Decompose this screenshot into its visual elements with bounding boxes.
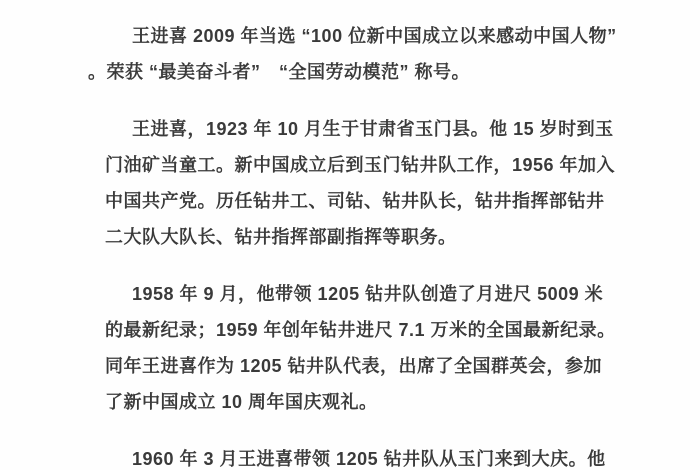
text-line: 了新中国成立 10 周年国庆观礼。 [105, 392, 378, 412]
text-line: 。荣获 “最美奋斗者” “全国劳动模范” 称号。 [88, 62, 471, 82]
paragraph-daqing [105, 441, 610, 470]
text-line: 门油矿当童工。新中国成立后到玉门钻井队工作，1956 年加入 [105, 155, 616, 175]
text-line: 中国共产党。历任钻井工、司钻、钻井队长，钻井指挥部钻井 [105, 191, 605, 211]
paragraph-records [105, 276, 616, 420]
text-line: 二大队大队长、钻井指挥部副指挥等职务。 [105, 227, 457, 247]
text-line: 1958 年 9 月，他带领 1205 钻井队创造了月进尺 5009 米 [132, 284, 604, 304]
text-line: 的最新纪录；1959 年创年钻井进尺 7.1 万米的全国最新纪录。 [105, 320, 616, 340]
paragraph-early-life [105, 111, 616, 255]
text-line: 1960 年 3 月王进喜带领 1205 钻井队从玉门来到大庆。他 [132, 449, 606, 469]
text-line: 王进喜 2009 年当选 “100 位新中国成立以来感动中国人物” [132, 26, 617, 46]
text-line: 同年王进喜作为 1205 钻井队代表，出席了全国群英会，参加 [105, 356, 603, 376]
paragraph-honors [88, 18, 617, 90]
text-line: 王进喜，1923 年 10 月生于甘肃省玉门县。他 15 岁时到玉 [132, 119, 614, 139]
